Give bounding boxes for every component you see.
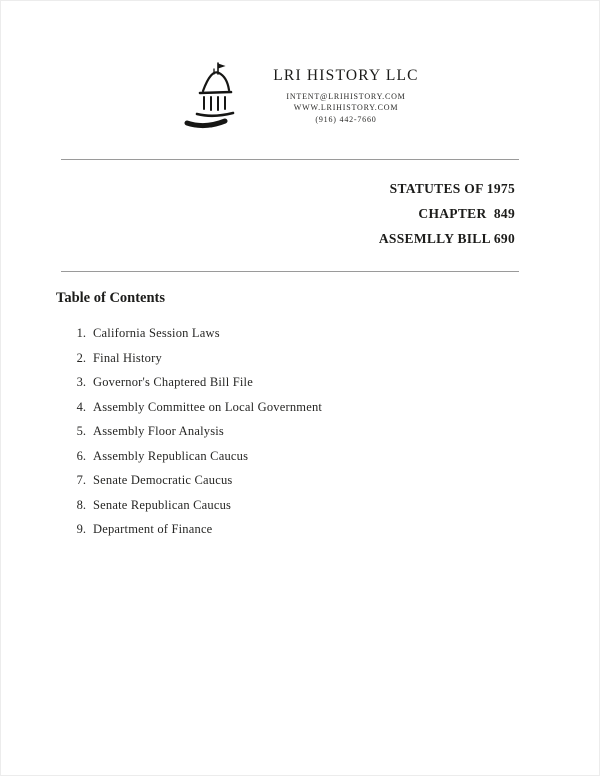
toc-item-number: 5. (76, 424, 86, 438)
toc-item (71, 401, 599, 414)
website-line: WWW.LRIHISTORY.COM (293, 103, 399, 113)
company-name: LRI HISTORY LLC (273, 66, 419, 84)
toc-item-number: 6. (76, 448, 86, 463)
statute-year: STATUTES OF 1975 (389, 181, 515, 196)
toc-item-number: 4. (76, 399, 86, 414)
toc-item-number: 8. (76, 497, 86, 512)
toc-list (71, 327, 599, 536)
toc-item (71, 425, 599, 438)
toc-title: Table of Contents (56, 290, 166, 306)
toc-item-number: 2. (76, 350, 86, 365)
toc-item-number: 3. (76, 375, 86, 389)
toc-item (71, 474, 599, 487)
toc-item (71, 352, 599, 365)
toc-item (71, 450, 599, 463)
toc-item-number: 7. (76, 473, 86, 487)
divider-top (61, 159, 519, 160)
toc-item-label: Senate Republican Caucus (93, 497, 232, 512)
toc-item-label: Assembly Floor Analysis (93, 424, 224, 438)
toc-item-label: Senate Democratic Caucus (93, 473, 233, 487)
toc-item-label: Assembly Republican Caucus (93, 448, 249, 463)
phone-line: (916) 442-7660 (315, 114, 377, 124)
statute-block (1, 176, 515, 251)
divider-bottom (61, 271, 519, 272)
toc-item-label: Final History (93, 350, 162, 365)
statute-chapter: CHAPTER 849 (418, 206, 515, 221)
toc-item-label: Governor's Chaptered Bill File (93, 375, 253, 389)
toc-item (71, 327, 599, 340)
toc-item (71, 523, 599, 536)
toc-item-number: 1. (76, 326, 86, 340)
toc-item-number: 9. (76, 522, 86, 536)
toc-item (71, 376, 599, 389)
statute-bill: ASSEMLLY BILL 690 (378, 231, 515, 246)
toc-item-label: California Session Laws (93, 326, 220, 340)
toc-item-label: Department of Finance (93, 522, 213, 536)
email-line: INTENT@LRIHISTORY.COM (286, 91, 406, 101)
toc-item (71, 499, 599, 512)
letterhead-text (273, 67, 418, 126)
toc-item-label: Assembly Committee on Local Government (93, 399, 323, 414)
letterhead (1, 59, 599, 133)
capitol-dome-sketch-icon (181, 59, 243, 133)
